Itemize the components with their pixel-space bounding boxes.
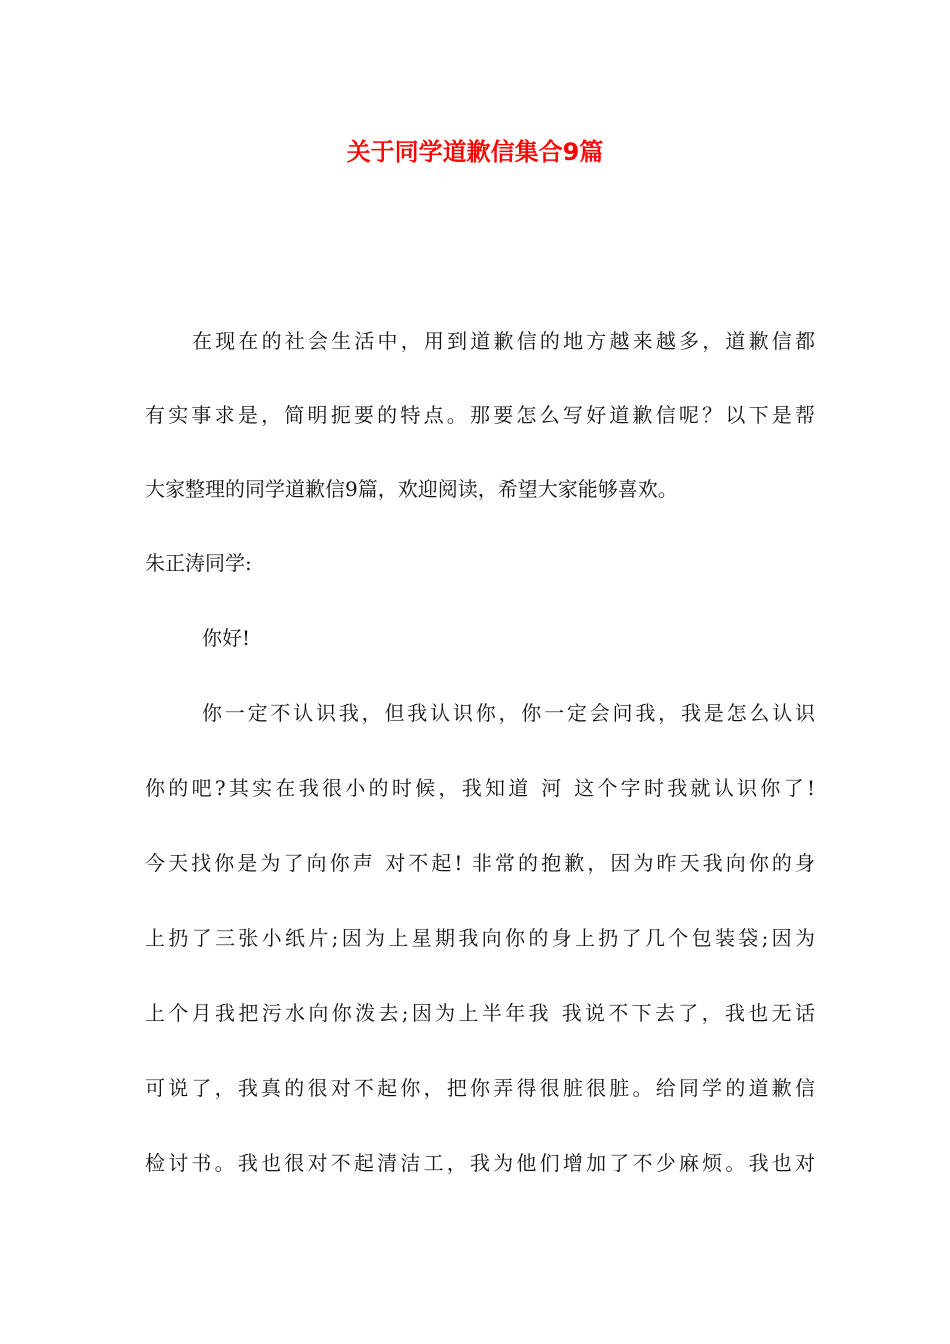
document-title: 关于同学道歉信集合9篇 — [346, 138, 604, 166]
greeting: 你好! — [202, 626, 251, 650]
paragraph-line: 大家整理的同学道歉信9篇，欢迎阅读，希望大家能够喜欢。 — [145, 477, 678, 501]
paragraph-line: 上扔了三张小纸片;因为上星期我向你的身上扔了几个包装袋;因为 — [145, 926, 815, 950]
paragraph-line: 有实事求是，简明扼要的特点。那要怎么写好道歉信呢？以下是帮 — [145, 403, 815, 427]
paragraph-line: 可说了，我真的很对不起你，把你弄得很脏很脏。给同学的道歉信 — [145, 1076, 815, 1100]
paragraph-line: 检讨书。我也很对不起清洁工，我为他们增加了不少麻烦。我也对 — [145, 1151, 815, 1175]
paragraph-line: 你一定不认识我，但我认识你，你一定会问我，我是怎么认识 — [202, 701, 815, 725]
paragraph-line: 上个月我把污水向你泼去;因为上半年我 我说不下去了，我也无话 — [145, 1001, 815, 1025]
paragraph-line: 在现在的社会生活中，用到道歉信的地方越来越多，道歉信都 — [192, 329, 815, 353]
paragraph-line: 今天找你是为了向你声 对不起! 非常的抱歉，因为昨天我向你的身 — [145, 851, 815, 875]
paragraph-line: 你的吧?其实在我很小的时候，我知道 河 这个字时我就认识你了! — [145, 776, 815, 800]
salutation: 朱正涛同学: — [145, 551, 252, 575]
